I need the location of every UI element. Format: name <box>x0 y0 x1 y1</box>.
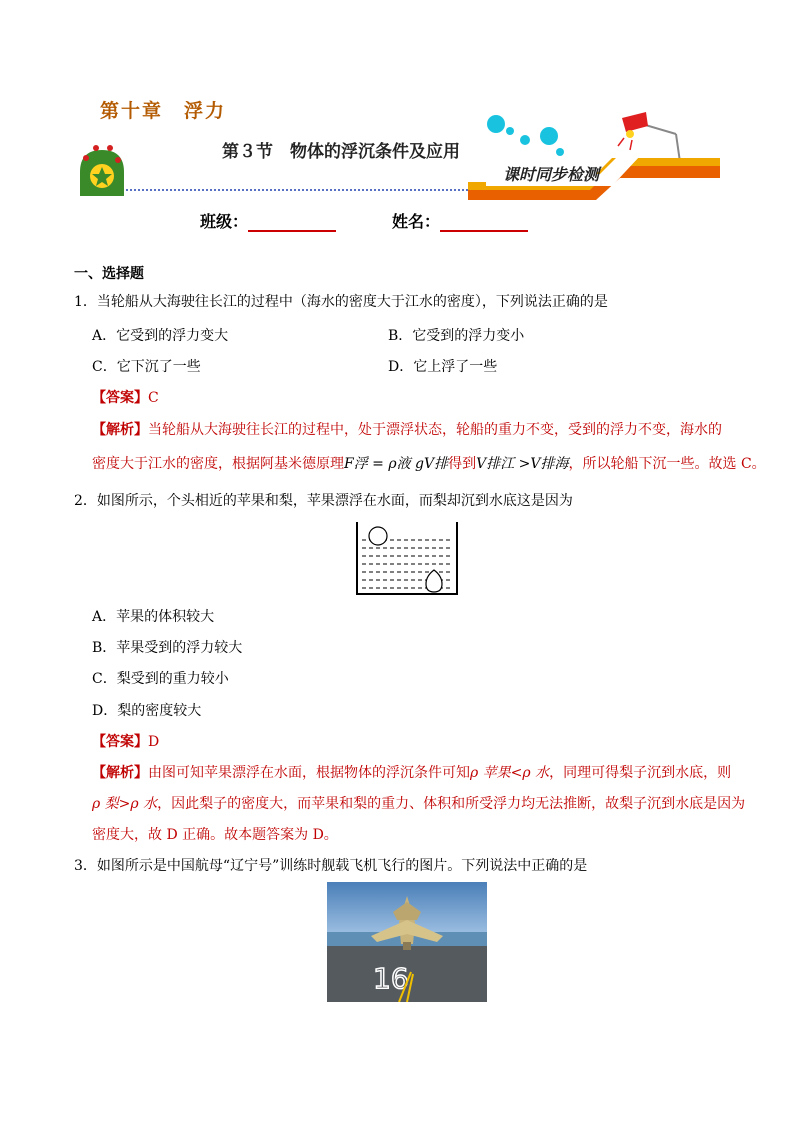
analysis-text: 密度大于江水的密度，根据阿基米德原理 <box>92 456 344 472</box>
apple-pear-beaker-figure <box>354 520 460 598</box>
name-field <box>392 209 528 232</box>
analysis-text: ，因此梨子的密度大，而苹果和梨的重力、体积和所受浮力均无法推断，故梨子沉到水底是因为 <box>157 796 746 812</box>
question-2-analysis-line2 <box>92 793 745 813</box>
answer-value: D <box>148 734 160 750</box>
chapter-title: 第十章 浮力 <box>100 100 227 122</box>
name-blank <box>440 214 528 232</box>
answer-tag: 【答案】 <box>92 734 148 750</box>
question-1-option-c: C．它下沉了一些 <box>92 359 201 375</box>
bubble-icon <box>540 127 558 145</box>
question-2-option-a: A．苹果的体积较大 <box>92 609 215 625</box>
question-1-analysis <box>92 419 732 439</box>
aircraft-carrier-photo <box>327 882 487 1002</box>
question-2-option-d: D．梨的密度较大 <box>92 703 202 719</box>
analysis-text: 当轮船从大海驶往长江的过程中，处于漂浮状态，轮船的重力不变，受到的浮力不变，海水的 <box>148 422 722 438</box>
analysis-text: 由图可知苹果漂浮在水面，根据物体的浮沉条件可知 <box>148 765 470 781</box>
star-badge-icon <box>80 145 124 196</box>
analysis-text: 得到 <box>448 456 477 472</box>
analysis-text: ，同理可得梨子沉到水底，则 <box>549 765 732 781</box>
answer-tag: 【答案】 <box>92 390 148 406</box>
analysis-text: ，所以轮船下沉一些。故选 C。 <box>568 456 766 472</box>
question-2-option-b: B．苹果受到的浮力较大 <box>92 640 243 656</box>
svg-text:16: 16 <box>373 962 409 995</box>
relation: ρ 苹果<ρ 水 <box>470 765 550 781</box>
name-label: 姓名： <box>392 212 441 231</box>
analysis-tag: 【解析】 <box>92 765 148 781</box>
formula: F浮 = ρ液 gV排 <box>344 456 449 472</box>
question-2-analysis-line3: 密度大，故 D 正确。故本题答案为 D。 <box>92 827 338 843</box>
question-2-answer <box>92 731 159 751</box>
class-blank <box>248 214 336 232</box>
analysis-tag: 【解析】 <box>92 422 148 438</box>
answer-value: C <box>148 390 159 406</box>
section-title: 第３节 物体的浮沉条件及应用 <box>222 142 460 162</box>
bubble-icon <box>487 115 505 133</box>
question-1-analysis-line2 <box>92 453 766 473</box>
question-3-stem: 3．如图所示是中国航母“辽宁号”训练时舰载飞机飞行的图片。下列说法中正确的是 <box>74 858 588 874</box>
desk-lamp-icon <box>618 112 680 162</box>
question-2-analysis <box>92 762 731 782</box>
bubble-icon <box>506 127 514 135</box>
question-1-option-b: B．它受到的浮力变小 <box>388 328 525 344</box>
pear-icon <box>426 570 442 592</box>
question-1-option-a: A．它受到的浮力变大 <box>92 328 229 344</box>
question-1-answer <box>92 387 159 407</box>
question-2-option-c: C．梨受到的重力较小 <box>92 671 229 687</box>
apple-icon <box>369 527 387 545</box>
question-1-stem: 1．当轮船从大海驶往长江的过程中（海水的密度大于江水的密度），下列说法正确的是 <box>74 294 608 310</box>
bubble-icon <box>520 135 530 145</box>
class-field <box>200 209 336 232</box>
section-heading: 一、选择题 <box>74 266 144 282</box>
banner-label: 课时同步检测 <box>503 165 600 184</box>
bubble-icon <box>556 148 564 156</box>
relation: ρ 梨>ρ 水 <box>92 796 158 812</box>
formula: V排江 >V排海 <box>476 456 569 472</box>
question-2-stem: 2．如图所示，个头相近的苹果和梨，苹果漂浮在水面，而梨却沉到水底这是因为 <box>74 493 573 509</box>
question-1-option-d: D．它上浮了一些 <box>388 359 498 375</box>
class-label: 班级： <box>200 212 249 231</box>
